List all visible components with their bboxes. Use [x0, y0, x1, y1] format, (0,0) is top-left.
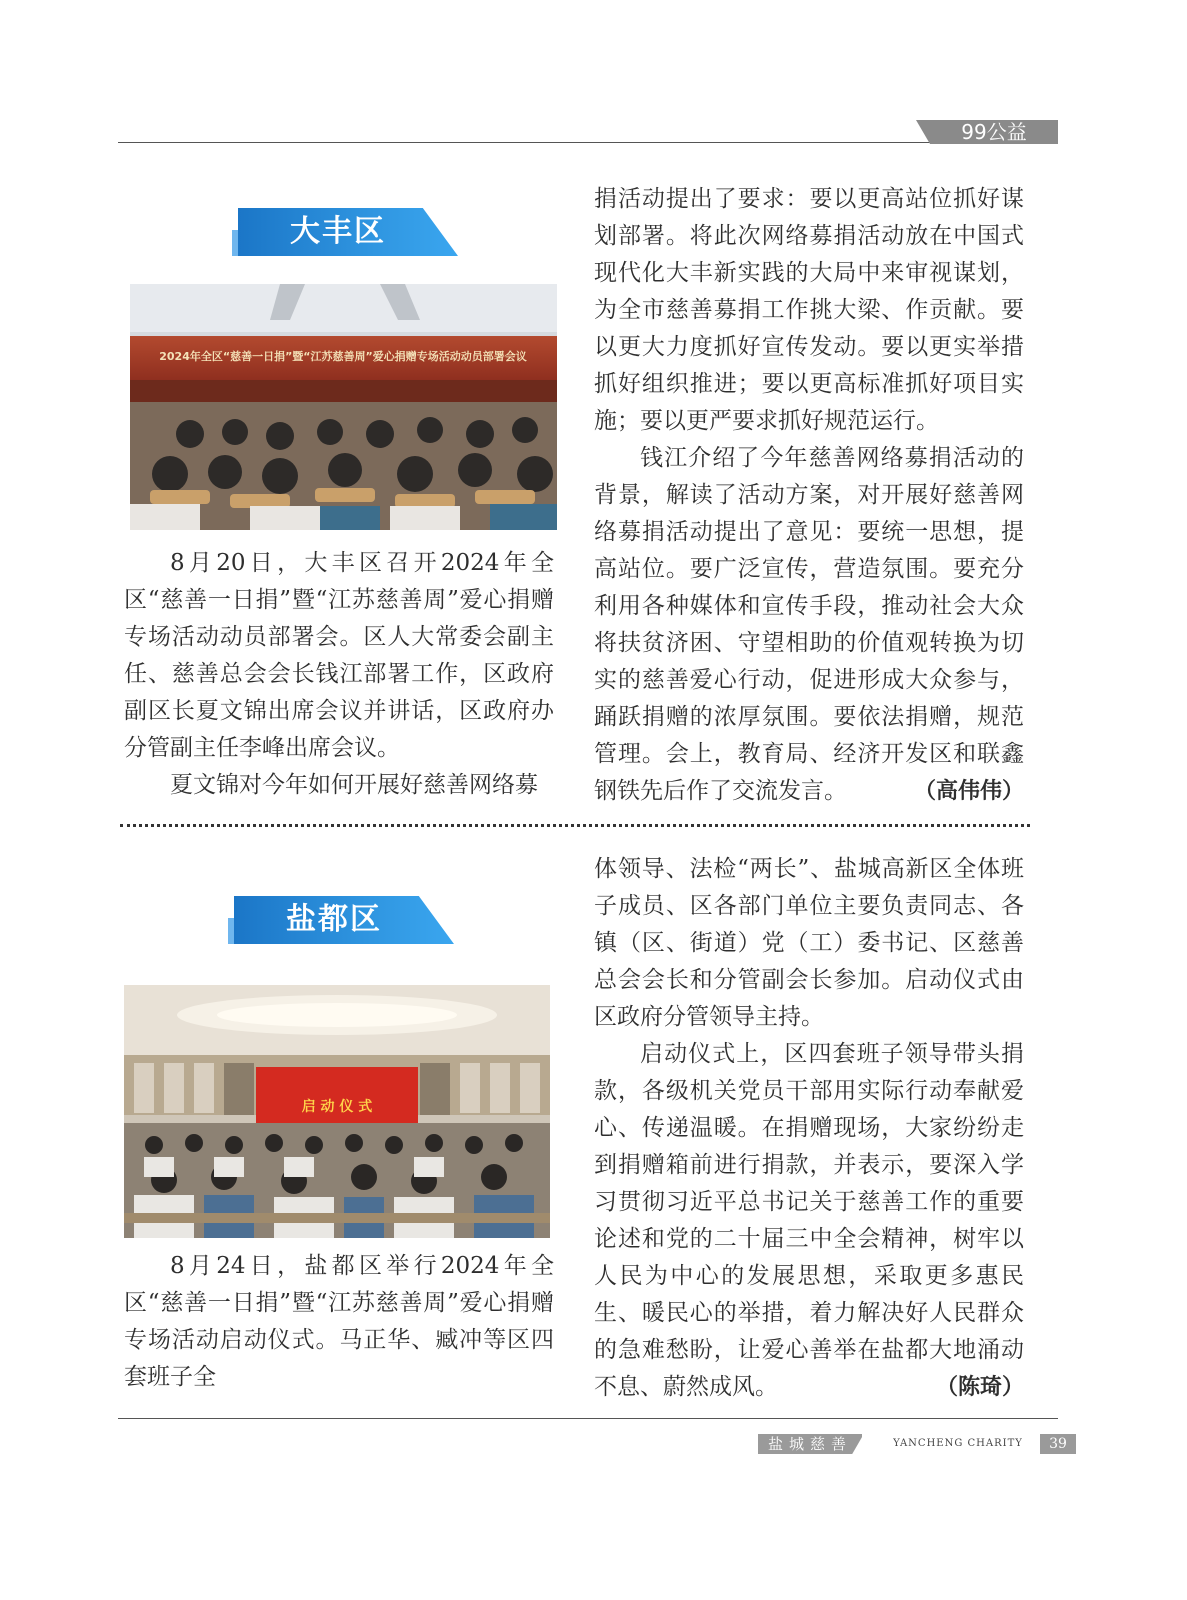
magazine-name-cn: 盐城慈善 — [758, 1434, 862, 1454]
paragraph: 体领导、法检“两长”、盐城高新区全体班子成员、区各部门单位主要负责同志、各镇（区、街道）党（工）委书记、区慈善总会会长和分管副会长参加。启动仪式由区政府分管领导主持。 — [594, 856, 1024, 1030]
section-title: 盐都区 — [286, 902, 382, 937]
paragraph: 夏文锦对今年如何开展好慈善网络募 — [170, 772, 538, 798]
column-tag: 99公益 — [930, 120, 1058, 144]
paragraph-text: 启动仪式上，区四套班子领导带头捐款，各级机关党员干部用实际行动奉献爱心、传递温暖。在捐赠现场，大家纷纷走到捐赠箱前进行捐款，并表示，要深入学习贯彻习近平总书记关于慈善工作的重要论述和党的二十届三中全会精神，树牢以人民为中心的发展思想，采取更多惠民生、暖民心的举措，着力解决好人民群众的急难愁盼，让爱心善举在盐都大地涌动不息、蔚然成风。 — [594, 1041, 1024, 1400]
ceremony-photo-yandu — [124, 985, 550, 1238]
magazine-name-en: YANCHENG CHARITY — [893, 1438, 1023, 1449]
article-right-yandu — [594, 851, 1024, 1406]
footer-rule — [118, 1418, 1058, 1419]
paragraph: 捐活动提出了要求：要以更高站位抓好谋划部署。将此次网络募捐活动放在中国式现代化大丰新实践的大局中来审视谋划，为全市慈善募捐工作挑大梁、作贡献。要以更大力度抓好宣传发动。要以更实举措抓好组织推进；要以更高标准抓好项目实施；要以更严要求抓好规范运行。 — [594, 186, 1024, 434]
paragraph: 8月24日，盐都区举行2024年全区“慈善一日捐”暨“江苏慈善周”爱心捐赠专场活动启动仪式。马正华、臧冲等区四套班子全 — [124, 1253, 554, 1390]
paragraph-text: 钱江介绍了今年慈善网络募捐活动的背景，解读了活动方案，对开展好慈善网络募捐活动提出了意见：要统一思想，提高站位。要广泛宣传，营造氛围。要充分利用各种媒体和宣传手段，推动社会大众将扶贫济困、守望相助的价值观转换为切实的慈善爱心行动，促进形成大众参与，踊跃捐赠的浓厚氛围。要依法捐赠，规范管理。会上，教育局、经济开发区和联鑫钢铁先后作了交流发言。 — [594, 445, 1024, 804]
page-number: 39 — [1040, 1434, 1076, 1454]
article-left-dafeng — [124, 545, 554, 804]
paragraph — [594, 440, 1024, 810]
section-banner-dafeng — [238, 208, 468, 256]
article-left-yandu — [124, 1248, 554, 1396]
paragraph: 8月20日，大丰区召开2024年全区“慈善一日捐”暨“江苏慈善周”爱心捐赠专场活动动员部署会。区人大常委会副主任、慈善总会会长钱江部署工作，区政府副区长夏文锦出席会议并讲话，区政府办分管副主任李峰出席会议。 — [124, 550, 554, 761]
photo-banner-text: 2024年全区“慈善一日捐”暨“江苏慈善周”爱心捐赠专场活动动员部署会议 — [159, 350, 527, 363]
byline: （陈琦） — [935, 1375, 1024, 1400]
section-banner-yandu — [234, 896, 464, 944]
paragraph — [594, 1036, 1024, 1406]
meeting-photo-dafeng — [130, 284, 557, 530]
section-divider — [120, 824, 1030, 827]
section-title: 大丰区 — [290, 214, 386, 249]
photo-banner-text: 启 动 仪 式 — [301, 1099, 373, 1115]
byline: （高伟伟） — [913, 779, 1024, 804]
article-right-dafeng — [594, 181, 1024, 810]
